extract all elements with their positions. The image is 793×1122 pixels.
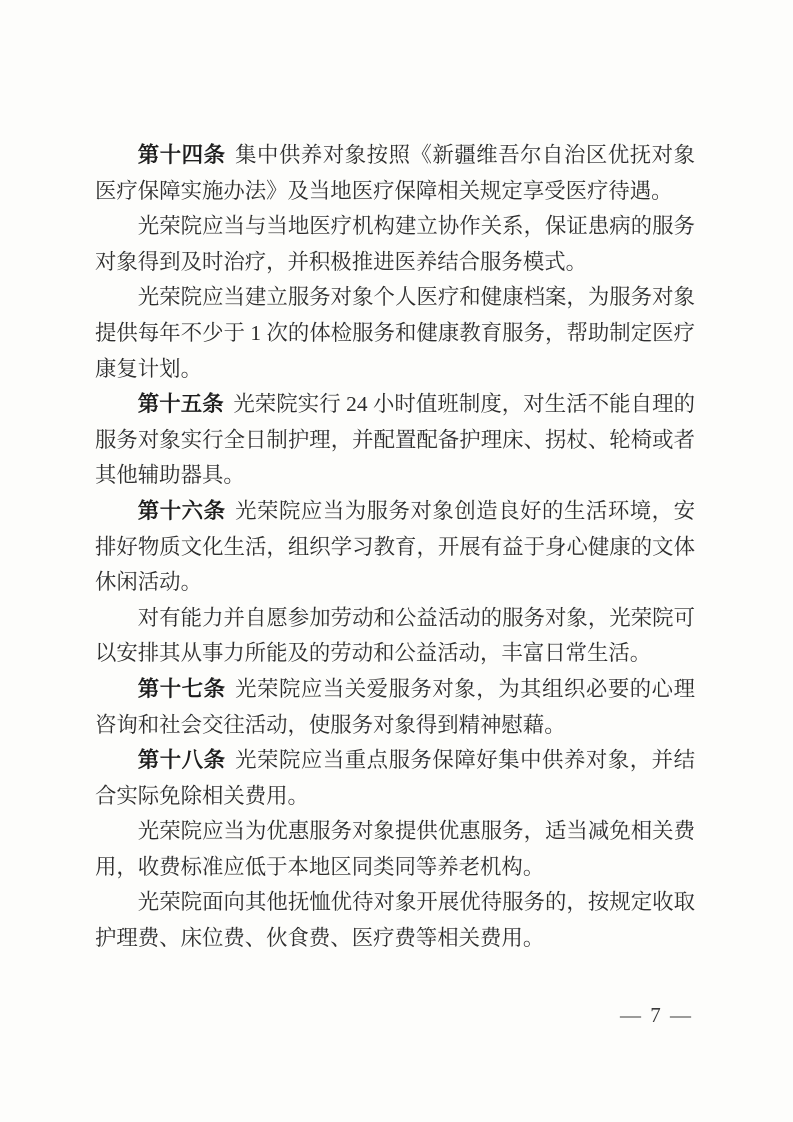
paragraph-text: 光荣院实行 24 小时值班制度，对生活不能自理的服务对象实行全日制护理，并配置配备护理床、拐杖、轮椅或者其他辅助器具。	[95, 392, 695, 488]
article-16-heading: 第十六条	[137, 498, 226, 523]
article-14-heading: 第十四条	[137, 143, 226, 167]
article-18-heading: 第十八条	[137, 748, 226, 773]
paragraph	[95, 601, 695, 672]
document-text-block	[95, 138, 695, 957]
paragraph-text: 光荣院应当为服务对象创造良好的生活环境，安排好物质文化生活，组织学习教育，开展有益于身心健康的文体休闲活动。	[95, 498, 695, 595]
paragraph-text: 集中供养对象按照《新疆维吾尔自治区优抚对象医疗保障实施办法》及当地医疗保障相关规定享受医疗待遇。	[95, 143, 695, 203]
paragraph-text: 光荣院应当关爱服务对象，为其组织必要的心理咨询和社会交往活动，使服务对象得到精神慰藉。	[95, 676, 695, 737]
paragraph-text: 光荣院应当重点服务保障好集中供养对象，并结合实际免除相关费用。	[95, 748, 695, 808]
paragraph-text: 光荣院应当建立服务对象个人医疗和健康档案，为服务对象提供每年不少于 1 次的体检服务和健康教育服务，帮助制定医疗康复计划。	[95, 285, 695, 381]
paragraph	[95, 885, 695, 956]
paragraph-article-14	[95, 138, 695, 209]
paragraph	[95, 280, 695, 387]
paragraph-article-17	[95, 672, 695, 743]
paragraph-text: 光荣院应当与当地医疗机构建立协作关系，保证患病的服务对象得到及时治疗，并积极推进医养结合服务模式。	[95, 214, 695, 274]
paragraph-text: 对有能力并自愿参加劳动和公益活动的服务对象，光荣院可以安排其从事力所能及的劳动和公益活动，丰富日常生活。	[95, 605, 695, 666]
article-17-heading: 第十七条	[137, 676, 226, 701]
paragraph	[95, 209, 695, 280]
paragraph-article-18	[95, 743, 695, 814]
paragraph-text: 光荣院面向其他抚恤优待对象开展优待服务的，按规定收取护理费、床位费、伙食费、医疗费等相关费用。	[95, 890, 695, 951]
paragraph-article-16	[95, 494, 695, 601]
paragraph-text: 光荣院应当为优惠服务对象提供优惠服务，适当减免相关费用，收费标准应低于本地区同类同等养老机构。	[95, 819, 695, 879]
paragraph	[95, 814, 695, 885]
article-15-heading: 第十五条	[137, 392, 224, 417]
page-number: — 7 —	[620, 1003, 693, 1027]
paragraph-article-15	[95, 387, 695, 494]
